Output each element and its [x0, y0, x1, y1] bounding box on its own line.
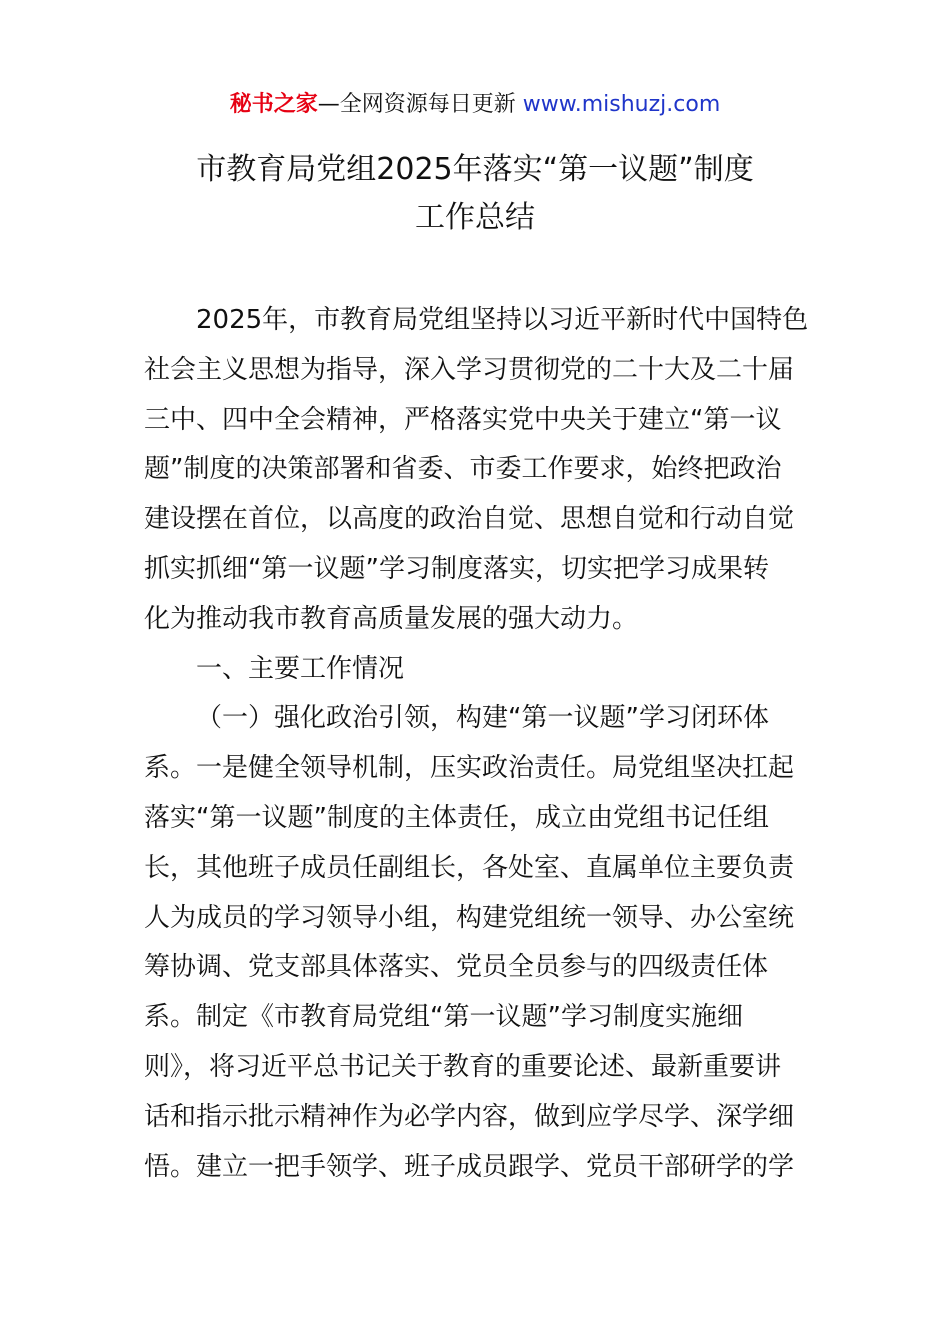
- body-line: 系。制定《市教育局党组“第一议题”学习制度实施细: [144, 1002, 743, 1033]
- body-line: 题”制度的决策部署和省委、市委工作要求，始终把政治: [144, 454, 782, 485]
- body-line: 悟。建立一把手领学、班子成员跟学、党员干部研学的学: [144, 1151, 795, 1182]
- document-body: [144, 296, 812, 1192]
- section-heading: 一、主要工作情况: [196, 653, 405, 684]
- body-line: 落实“第一议题”制度的主体责任，成立由党组书记任组: [144, 802, 769, 833]
- title-line-2: 工作总结: [415, 200, 535, 235]
- body-line: 长，其他班子成员任副组长，各处室、直属单位主要负责: [144, 852, 795, 883]
- title-line-1: 市教育局党组2025年落实“第一议题”制度: [196, 152, 754, 187]
- body-line: 筹协调、党支部具体落实、党员全员参与的四级责任体: [144, 952, 769, 983]
- body-line: 社会主义思想为指导，深入学习贯彻党的二十大及二十届: [144, 354, 795, 385]
- body-line: 化为推动我市教育高质量发展的强大动力。: [144, 603, 639, 634]
- body-line: 三中、四中全会精神，严格落实党中央关于建立“第一议: [144, 404, 782, 435]
- brand-name: 秘书之家: [229, 92, 318, 117]
- body-line: 话和指示批示精神作为必学内容，做到应学尽学、深学细: [144, 1101, 795, 1132]
- site-header: [0, 88, 950, 122]
- body-line: 人为成员的学习领导小组，构建党组统一领导、办公室统: [144, 902, 795, 933]
- body-line: 2025年，市教育局党组坚持以习近平新时代中国特色: [196, 305, 809, 335]
- body-line: 系。一是健全领导机制，压实政治责任。局党组坚决扛起: [144, 753, 795, 784]
- subsection-heading-line: （一）强化政治引领，构建“第一议题”学习闭环体: [196, 703, 769, 734]
- body-line: 抓实抓细“第一议题”学习制度落实，切实把学习成果转: [144, 553, 769, 584]
- site-url-link[interactable]: www.mishuzj.com: [522, 92, 721, 117]
- body-line: 则》，将习近平总书记关于教育的重要论述、最新重要讲: [144, 1051, 782, 1082]
- body-line: 建设摆在首位，以高度的政治自觉、思想自觉和行动自觉: [144, 504, 795, 535]
- header-tagline: —全网资源每日更新: [317, 92, 523, 117]
- document-title: [120, 146, 830, 242]
